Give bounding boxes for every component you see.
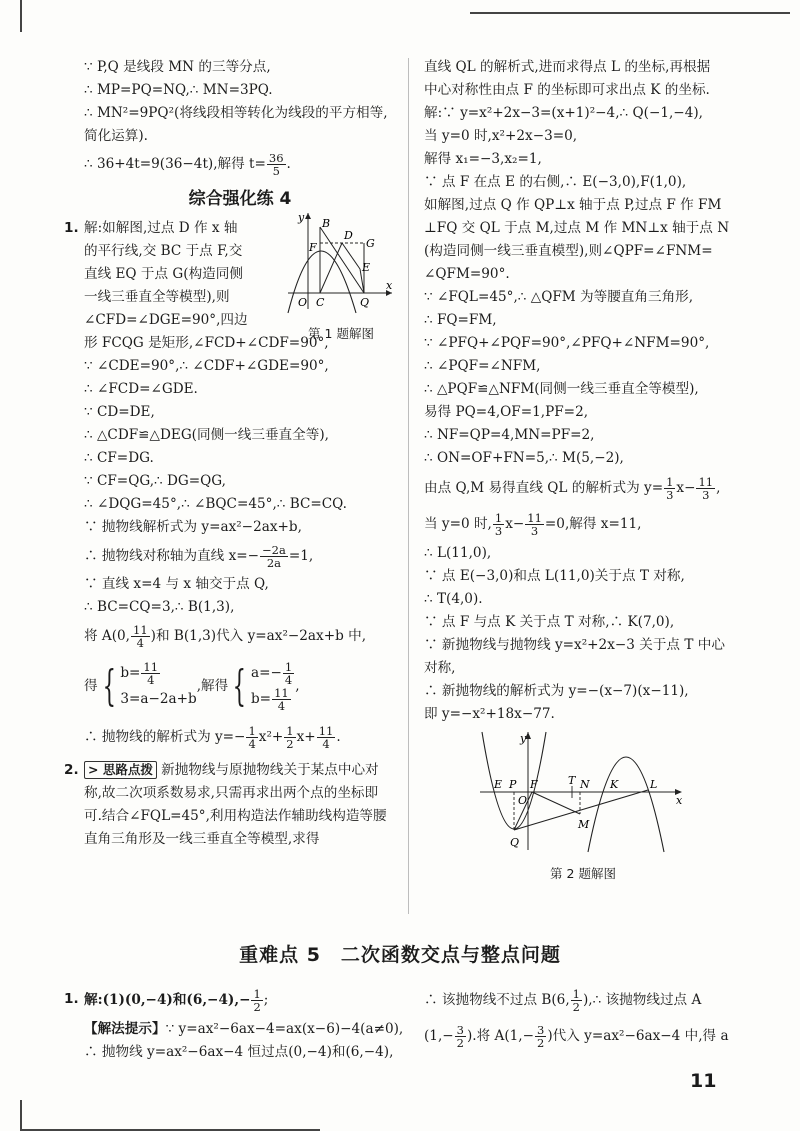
hint-text: 新抛物线与原抛物线关于某点中心对称,故二次项系数易求,只需再求出两个点的坐标即可.结合∠FQL=45°,利用构造法作辅助线构造等腰直角三角形及一线三垂直全等模型,求得 — [84, 762, 387, 847]
problem-number: 1. — [64, 220, 79, 236]
point-label: M — [578, 818, 590, 831]
text-line: ∴ NF=QP=4,MN=PF=2, — [424, 427, 595, 443]
right-column — [424, 56, 732, 885]
text-line: 一线三垂直全等模型),则 — [84, 289, 230, 305]
fraction: $\frac{36}{5}$ — [268, 151, 284, 178]
point-label: B — [322, 217, 331, 230]
problem-1 — [64, 211, 396, 755]
text-line: ∴ △CDF≌△DEG(同侧一线三垂直全等), — [84, 427, 329, 443]
equation-system-1: b= $\frac{11}{4}$ 3=a−2a+b — [120, 660, 197, 707]
text-line: ∵ 点 F 在点 E 的右侧,∴ E(−3,0),F(1,0), — [424, 174, 687, 190]
crop-mark-bottom — [20, 1100, 22, 1131]
text-line: 即 y=−x²+18x−77. — [424, 706, 555, 722]
point-label: F — [309, 241, 317, 254]
text-span: ∴ 该抛物线不过点 B(6, — [424, 992, 570, 1008]
hint-tag: > 思路点拨 — [84, 761, 157, 779]
exercise-heading: 综合强化练 4 — [188, 189, 292, 209]
text-span: 解:(1)(0,−4)和(6,−4),− — [84, 992, 251, 1008]
text-span: ∴ 抛物线对称轴为直线 x=− — [84, 548, 260, 564]
fraction: $\frac{11}{4}$ — [318, 724, 334, 751]
point-label: L — [650, 778, 658, 791]
text-span: (1,− — [424, 1028, 454, 1044]
left-column — [64, 56, 396, 851]
text-line: ∴ 该抛物线不过点 B(6, $\frac{1}{2}$ ),∴ 该抛物线过点 A — [424, 987, 702, 1014]
text-line: ∴ 抛物线的解析式为 y=− $\frac{1}{4}$ x²+ $\frac{1}{2}$ x+ $\frac{11}{4}$ . — [84, 724, 341, 751]
point-label: C — [316, 296, 325, 309]
text-span: 由点 Q,M 易得直线 QL 的解析式为 y= — [424, 480, 664, 496]
page-number: 11 — [690, 1070, 717, 1092]
text-line: ∵ P,Q 是线段 MN 的三等分点, — [84, 59, 271, 75]
figure-1 — [286, 209, 396, 345]
text-line: ∴ MN²=9PQ²(将线段相等转化为线段的平方相等,简化运算). — [84, 105, 388, 144]
text-line: ∵ CF=QG,∴ DG=QG, — [84, 473, 226, 489]
text-span: , — [295, 677, 300, 694]
problem-number: 1. — [64, 991, 79, 1007]
figure-2-graph — [476, 730, 690, 854]
text-line: 易得 PQ=4,OF=1,PF=2, — [424, 404, 589, 420]
problem-2 — [64, 759, 396, 851]
text-span: 将 A(0, — [84, 628, 131, 644]
point-label: F — [530, 778, 538, 791]
point-label: T — [568, 774, 576, 787]
text-span: ,解得 — [196, 677, 229, 694]
text-line: 直线 QL 的解析式,进而求得点 L 的坐标,再根据 — [424, 59, 711, 75]
text-line: ∵ 新抛物线与抛物线 y=x²+2x−3 关于点 T 中心 — [424, 637, 725, 653]
text-line: ∴ △PQF≌△NFM(同侧一线三垂直全等模型), — [424, 381, 699, 397]
brace: { — [232, 661, 247, 710]
text-line: ∴ L(11,0), — [424, 545, 492, 561]
text-line: ∵ CD=DE, — [84, 404, 155, 420]
figure-1-graph — [286, 209, 396, 314]
text-span: ∴ 抛物线的解析式为 y=− — [84, 729, 246, 745]
text-span: ∵ y=ax²−6ax−4=ax(x−6)−4(a≠0), — [165, 1021, 404, 1037]
text-span: 当 y=0 时, — [424, 516, 492, 532]
text-line: ∴ CF=DG. — [84, 450, 154, 466]
fraction: $\frac{1}{2}$ — [253, 987, 261, 1014]
problem-1-intro — [84, 217, 280, 332]
fraction: $\frac{1}{2}$ — [286, 724, 294, 751]
axis-label-x: x — [676, 794, 683, 807]
text-line: 当 y=0 时,x²+2x−3=0, — [424, 128, 578, 144]
text-line: ⊥FQ 交 QL 于点 M,过点 M 作 MN⊥x 轴于点 N — [424, 220, 730, 236]
brace: { — [102, 661, 116, 710]
fraction: $\frac{11}{4}$ — [133, 623, 148, 650]
text-span: . — [286, 156, 291, 172]
text-line: ∠CFD=∠DGE=90°,四边 — [84, 312, 248, 328]
text-line: ∵ 点 E(−3,0)和点 L(11,0)关于点 T 对称, — [424, 568, 685, 584]
fraction: $\frac{1}{3}$ — [666, 475, 674, 502]
text-line — [84, 148, 396, 180]
text-line: ∵ 直线 x=4 与 x 轴交于点 Q, — [84, 576, 269, 592]
text-line: 解:∵ y=x²+2x−3=(x+1)²−4,∴ Q(−1,−4), — [424, 105, 703, 121]
text-line — [84, 1018, 404, 1041]
section-title: 重难点 5 二次函数交点与整点问题 — [239, 944, 561, 966]
point-label: O — [518, 794, 528, 807]
text-span: ∴ 36+4t=9(36−4t),解得 t= — [84, 156, 266, 172]
text-line: ∴ ON=OF+FN=5,∴ M(5,−2), — [424, 450, 624, 466]
point-label: E — [362, 261, 371, 274]
hint-label: 【解法提示】 — [84, 1021, 166, 1037]
text-line: 解得 x₁=−3,x₂=1, — [424, 151, 542, 167]
text-line: 直线 EQ 于点 G(构造同侧 — [84, 266, 243, 282]
text-line: ∵ ∠PFQ+∠PQF=90°,∠PFQ+∠NFM=90°, — [424, 335, 710, 351]
figure-2-caption: 第 2 题解图 — [550, 866, 616, 881]
point-label: D — [344, 229, 353, 242]
fraction: $\frac{1}{4}$ — [248, 724, 256, 751]
fraction: $\frac{1}{3}$ — [494, 511, 503, 538]
text-line — [84, 619, 396, 653]
point-label: G — [366, 237, 375, 250]
column-divider — [408, 58, 409, 914]
text-line: ∠QFM=90°. — [424, 266, 510, 282]
crop-mark-top — [20, 0, 22, 32]
fraction: $\frac{1}{2}$ — [572, 987, 580, 1014]
text-line: ∴ 新抛物线的解析式为 y=−(x−7)(x−11), — [424, 683, 689, 699]
point-label: Q — [510, 836, 520, 849]
axis-label-y: y — [298, 211, 305, 224]
text-line: 形 FCQG 是矩形,∠FCD+∠CDF=90°, — [84, 335, 329, 351]
top-rule — [470, 12, 790, 14]
equation-system-2: a=− $\frac{1}{4}$ b= $\frac{11}{4}$ — [250, 660, 293, 713]
text-span: =1, — [288, 548, 314, 564]
problem-number: 2. — [64, 762, 79, 778]
point-label: K — [610, 778, 619, 791]
problem-2-hint — [84, 759, 396, 851]
axis-label-y: y — [520, 732, 527, 745]
fraction: $\frac{3}{2}$ — [537, 1023, 545, 1050]
text-line: ∵ 抛物线解析式为 y=ax²−2ax+b, — [84, 519, 302, 535]
text-span: 得 — [84, 677, 98, 694]
axis-label-x: x — [386, 279, 393, 292]
text-line — [84, 539, 396, 573]
fraction: $\frac{-2a}{2a}$ — [262, 543, 286, 570]
point-label: E — [494, 778, 503, 791]
text-line: 由点 Q,M 易得直线 QL 的解析式为 y= $\frac{1}{3}$ x− $\frac{11}{3}$ , — [424, 475, 721, 502]
text-line: 对称, — [424, 660, 456, 676]
equation-system-line — [84, 653, 396, 719]
text-line: ∴ ∠FCD=∠GDE. — [84, 381, 198, 397]
text-line: 的平行线,交 BC 于点 F,交 — [84, 243, 243, 259]
text-line: ∴ ∠PQF=∠NFM, — [424, 358, 541, 374]
point-label: O — [298, 296, 308, 309]
section-right — [424, 982, 732, 1054]
text-line: ∴ 抛物线 y=ax²−6ax−4 恒过点(0,−4)和(6,−4), — [84, 1044, 394, 1060]
text-line: ∴ BC=CQ=3,∴ B(1,3), — [84, 599, 235, 615]
text-line: ∴ ∠DQG=45°,∴ ∠BQC=45°,∴ BC=CQ. — [84, 496, 347, 512]
fraction: $\frac{11}{3}$ — [698, 475, 714, 502]
text-line: 解:如解图,过点 D 作 x 轴 — [84, 220, 238, 236]
text-line: ∴ T(4,0). — [424, 591, 483, 607]
text-line: 如解图,过点 Q 作 QP⊥x 轴于点 P,过点 F 作 FM — [424, 197, 722, 213]
point-label: P — [509, 778, 517, 791]
text-line: ∵ ∠CDE=90°,∴ ∠CDF+∠GDE=90°, — [84, 358, 329, 374]
point-label: N — [580, 778, 590, 791]
text-line: 解:(1)(0,−4)和(6,−4),− $\frac{1}{2}$ ; — [84, 987, 269, 1014]
section-left — [64, 982, 404, 1064]
figure-1-caption: 第 1 题解图 — [308, 326, 374, 341]
text-line: 当 y=0 时, $\frac{1}{3}$ x− $\frac{11}{3}$ =0,解得 x=11, — [424, 511, 642, 538]
figure-2 — [476, 730, 690, 885]
fraction: $\frac{11}{3}$ — [527, 511, 542, 538]
point-label: Q — [360, 296, 370, 309]
text-line: ∴ FQ=FM, — [424, 312, 497, 328]
text-line: (构造同侧一线三垂直模型),则∠QPF=∠FNM= — [424, 243, 713, 259]
text-line: (1,− $\frac{3}{2}$ ).将 A(1,− $\frac{3}{2}$ )代入 y=ax²−6ax−4 中,得 a — [424, 1023, 729, 1050]
fraction: $\frac{3}{2}$ — [456, 1023, 464, 1050]
text-line: 中心对称性由点 F 的坐标即可求出点 K 的坐标. — [424, 82, 710, 98]
text-line: ∴ MP=PQ=NQ,∴ MN=3PQ. — [84, 82, 273, 98]
text-line: ∵ ∠FQL=45°,∴ △QFM 为等腰直角三角形, — [424, 289, 694, 305]
text-line: ∵ 点 F 与点 K 关于点 T 对称,∴ K(7,0), — [424, 614, 675, 630]
text-span: )和 B(1,3)代入 y=ax²−2ax+b 中, — [150, 628, 367, 644]
